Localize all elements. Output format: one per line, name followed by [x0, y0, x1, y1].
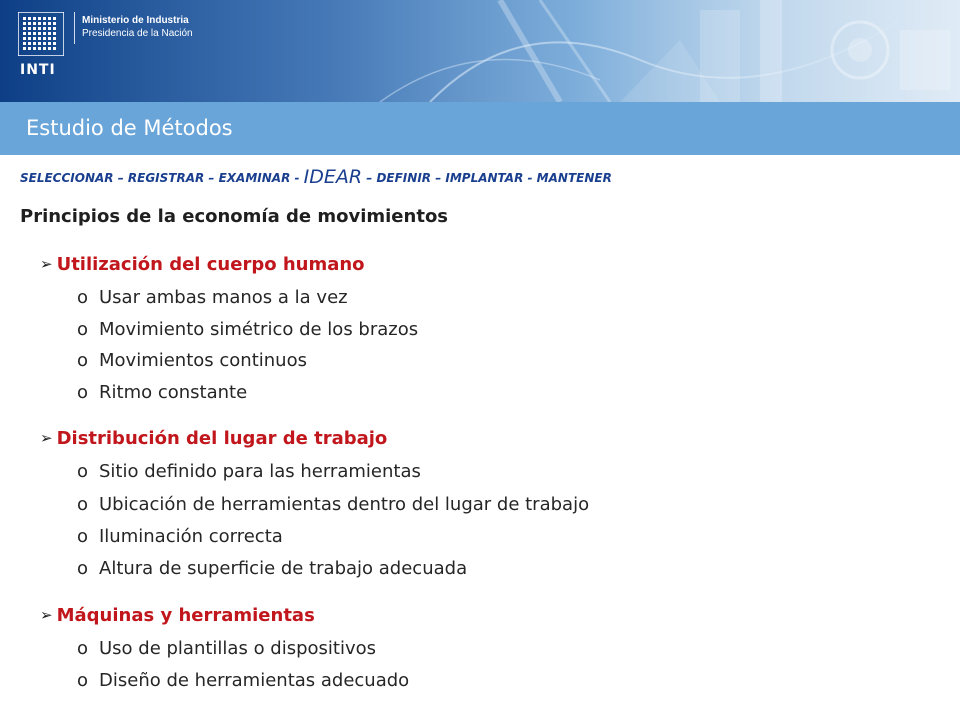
inti-logo-text: INTI [20, 62, 56, 78]
section-title-label: Máquinas y herramientas [56, 605, 315, 626]
list-item [77, 526, 283, 547]
list-item [77, 382, 247, 403]
section-title-label: Utilización del cuerpo humano [56, 254, 365, 275]
ministry-label [82, 14, 193, 40]
slide-title: Estudio de Métodos [26, 116, 233, 140]
section-title [40, 254, 365, 275]
list-item [77, 638, 376, 659]
steps-before: SELECCIONAR – REGISTRAR – EXAMINAR - [20, 171, 304, 185]
section-title [40, 428, 387, 449]
list-item-label: Iluminación correcta [99, 526, 283, 547]
method-steps [20, 166, 612, 188]
list-item-label: Diseño de herramientas adecuado [99, 670, 410, 691]
header-banner [0, 0, 960, 102]
steps-highlight: IDEAR [303, 166, 363, 188]
list-item [77, 350, 307, 371]
circle-bullet-icon: o [77, 461, 89, 482]
list-item-label: Usar ambas manos a la vez [99, 287, 348, 308]
ministry-line-1: Ministerio de Industria [82, 15, 189, 26]
arrow-bullet-icon: ➢ [40, 255, 53, 273]
list-item-label: Sitio definido para las herramientas [99, 461, 421, 482]
circle-bullet-icon: o [77, 382, 89, 403]
steps-after: – DEFINIR – IMPLANTAR - MANTENER [362, 171, 612, 185]
list-item [77, 461, 421, 482]
inti-grid-logo-icon [18, 12, 64, 56]
circle-bullet-icon: o [77, 558, 89, 579]
list-item-label: Ubicación de herramientas dentro del lugar de trabajo [99, 494, 590, 515]
section-title [40, 605, 315, 626]
list-item-label: Altura de superficie de trabajo adecuada [99, 558, 468, 579]
circle-bullet-icon: o [77, 287, 89, 308]
circle-bullet-icon: o [77, 350, 89, 371]
list-item [77, 494, 589, 515]
section-title-label: Distribución del lugar de trabajo [56, 428, 388, 449]
circle-bullet-icon: o [77, 319, 89, 340]
arrow-bullet-icon: ➢ [40, 429, 53, 447]
ministry-line-2: Presidencia de la Nación [82, 28, 193, 39]
circle-bullet-icon: o [77, 670, 89, 691]
circle-bullet-icon: o [77, 526, 89, 547]
banner-divider [74, 12, 75, 44]
title-bar [0, 102, 960, 155]
circle-bullet-icon: o [77, 494, 89, 515]
circle-bullet-icon: o [77, 638, 89, 659]
list-item-label: Ritmo constante [99, 382, 248, 403]
page-heading: Principios de la economía de movimientos [20, 206, 449, 227]
arrow-bullet-icon: ➢ [40, 606, 53, 624]
list-item-label: Movimientos continuos [99, 350, 307, 371]
list-item [77, 558, 467, 579]
list-item-label: Uso de plantillas o dispositivos [99, 638, 377, 659]
list-item-label: Movimiento simétrico de los brazos [99, 319, 419, 340]
list-item [77, 319, 418, 340]
list-item [77, 287, 348, 308]
list-item [77, 670, 409, 691]
